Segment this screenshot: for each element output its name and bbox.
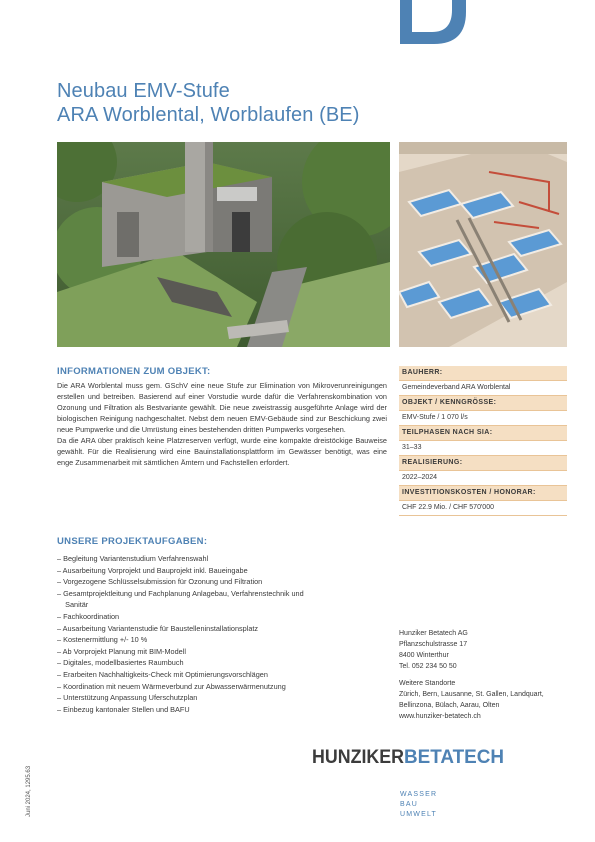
tasks-heading: UNSERE PROJEKTAUFGABEN: (57, 536, 208, 547)
brand-part-2: BETATECH (404, 747, 504, 768)
fact-value-realization: 2022–2024 (399, 471, 567, 486)
company-website-link[interactable]: www.hunziker-betatech.ch (399, 713, 481, 720)
fact-value-client: Gemeindeverband ARA Worblental (399, 381, 567, 396)
company-name: Hunziker Betatech AG (399, 630, 468, 637)
list-item: – Begleitung Variantenstudium Verfahrenswahl (57, 554, 209, 563)
list-item: – Digitales, modellbasiertes Raumbuch (57, 658, 184, 668)
fact-label-costs: INVESTITIONSKOSTEN / HONORAR: (399, 486, 567, 501)
info-paragraph-1: Die ARA Worblental muss gem. GSchV eine neue Stufe zur Elimination von Mikroverunreinigungen erstellen und betreiben. Basierend auf einer Vorstudie wurde dafür die Verfahrenskombination von Ozonung und Filtration als Bestvariante gewählt. Die neue zweistrassig ausgeführte Anlage wird der biologischen Reinigung nachgeschaltet. Nebst dem neuen EMV-Gebäude sind zur Beschickung zwei neue Pumpwerke und die Umrüstung eines bestehenden dritten Pumpwerks vorgesehen. (57, 381, 387, 434)
logo-mark-icon (400, 0, 466, 44)
info-heading: INFORMATIONEN ZUM OBJEKT: (57, 366, 211, 377)
company-city: 8400 Winterthur (399, 652, 449, 659)
tagline-water: WASSER (400, 791, 438, 798)
page-title-line2: ARA Worblental, Worblaufen (BE) (57, 104, 360, 126)
list-item: – Unterstützung Anpassung Uferschutzplan (57, 693, 198, 703)
document-code: Juni 2024, 1295.63 (26, 765, 32, 817)
list-item: – Ausarbeitung Vorprojekt und Bauprojekt inkl. Baueingabe (57, 565, 248, 575)
company-address (399, 628, 544, 722)
list-item: – Gesamtprojektleitung und Fachplanung Anlagebau, Verfahrenstechnik und (57, 588, 304, 598)
list-item: – Ab Vorprojekt Planung mit BIM-Modell (57, 646, 186, 656)
page-title-line1: Neubau EMV-Stufe (57, 80, 230, 102)
list-item: – Fachkoordination (57, 611, 120, 621)
technical-section-image (399, 142, 567, 347)
tagline-environment: UMWELT (400, 811, 438, 818)
fact-label-client: BAUHERR: (399, 366, 567, 381)
list-item: – Vorgezogene Schlüsselsubmission für Ozonung und Filtration (57, 577, 263, 587)
locations-line-2: Bellinzona, Bülach, Aarau, Olten (399, 702, 500, 709)
fact-label-realization: REALISIERUNG: (399, 456, 567, 471)
fact-label-object: OBJEKT / KENNGRÖSSE: (399, 396, 567, 411)
list-item: – Ausarbeitung Variantenstudie für Baustelleninstallationsplatz (57, 623, 259, 633)
list-item: – Koordination mit neuem Wärmeverbund zur Abwasserwärmenutzung (57, 681, 286, 691)
building-visualization-image (57, 142, 390, 347)
info-paragraph-2: Da die ARA über praktisch keine Platzreserven verfügt, wurde eine kompakte dreistöckige Bauweise gewählt. Für die Realisierung wird eine Bauinstallationsplattform im Gewässer benötigt, was eine enge Zusammenarbeit mit sämtlichen Ämtern und Fachstellen erfordert. (57, 436, 387, 467)
fact-value-object: EMV-Stufe / 1 070 l/s (399, 411, 567, 426)
fact-table (399, 366, 567, 516)
info-text (57, 380, 387, 468)
list-item: Sanitär (57, 600, 89, 610)
list-item: – Einbezug kantonaler Stellen und BAFU (57, 704, 190, 714)
locations-heading: Weitere Standorte (399, 680, 456, 687)
tasks-list (57, 553, 377, 715)
fact-value-costs: CHF 22.9 Mio. / CHF 570'000 (399, 501, 567, 516)
brand-part-1: HUNZIKER (312, 747, 405, 768)
company-phone: Tel. 052 234 50 50 (399, 663, 457, 670)
list-item: – Erarbeiten Nachhaltigkeits-Check mit Optimierungsvorschlägen (57, 669, 268, 679)
tagline-build: BAU (400, 801, 418, 808)
locations-line-1: Zürich, Bern, Lausanne, St. Gallen, Landquart, (399, 691, 544, 698)
brand-tagline (400, 790, 437, 820)
brand-logo (312, 745, 507, 769)
company-street: Pflanzschulstrasse 17 (399, 641, 468, 648)
list-item: – Kostenermittlung +/- 10 % (57, 635, 148, 645)
fact-label-phases: TEILPHASEN NACH SIA: (399, 426, 567, 441)
fact-value-phases: 31–33 (399, 441, 567, 456)
